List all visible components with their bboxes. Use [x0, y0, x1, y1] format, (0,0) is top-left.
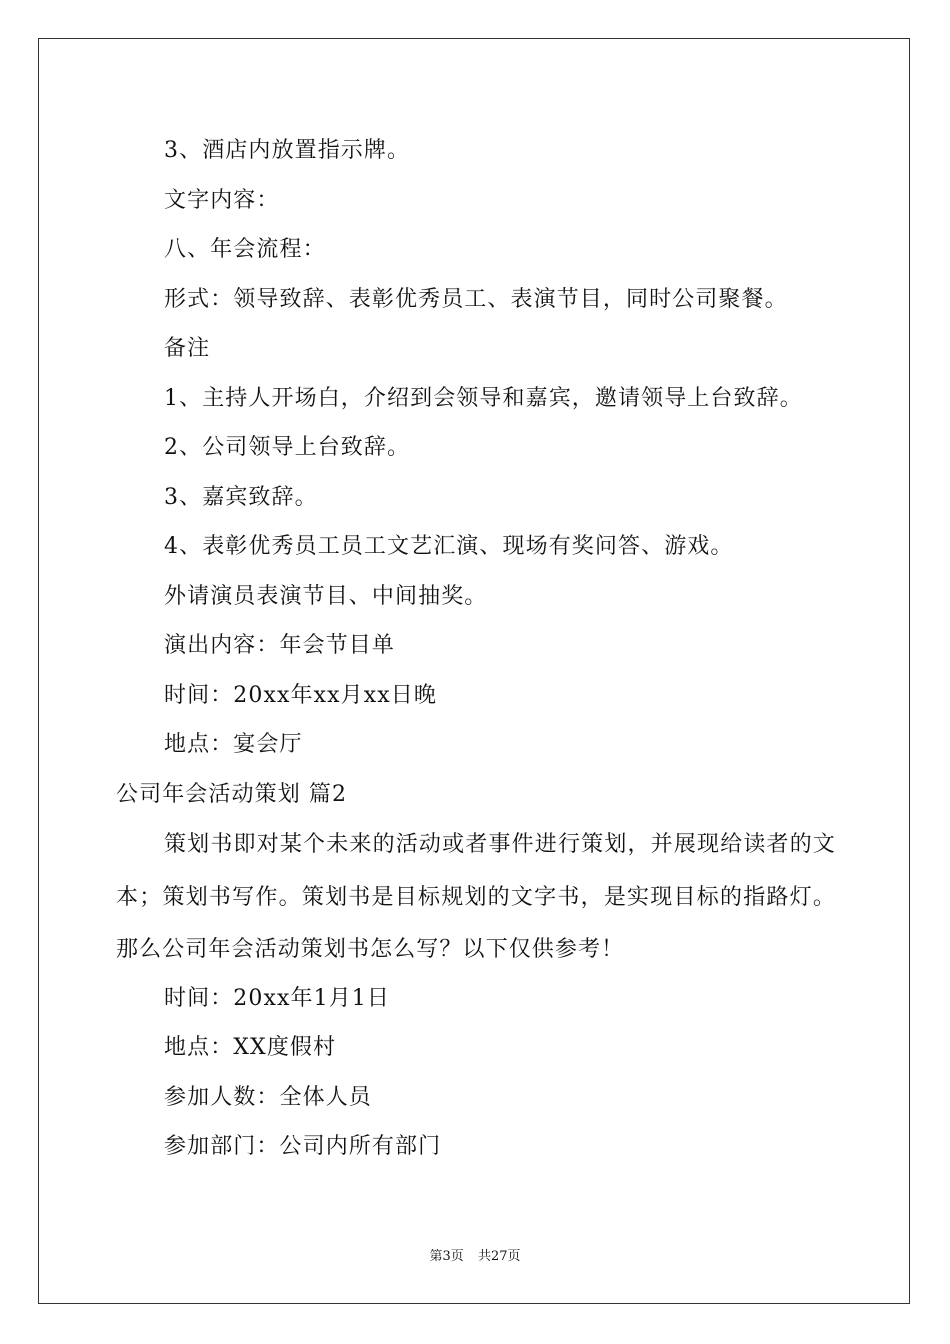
detail-line: 地点：XX度假村 — [164, 1035, 337, 1060]
text-line: 外请演员表演节目、中间抽奖。 — [164, 583, 488, 609]
text-line: 4、表彰优秀员工员工文艺汇演、现场有奖问答、游戏。 — [164, 534, 734, 559]
page-footer — [0, 1245, 950, 1264]
page-total: 共27页 — [477, 1249, 521, 1264]
text-line: 3、酒店内放置指示牌。 — [164, 138, 411, 163]
text-line: 时间：20xx年xx月xx日晚 — [164, 682, 437, 708]
text-line: 3、嘉宾致辞。 — [164, 484, 318, 510]
text-line: 形式：领导致辞、表彰优秀员工、表演节目，同时公司聚餐。 — [164, 286, 788, 312]
detail-line: 时间：20xx年1月1日 — [164, 985, 391, 1011]
text-line: 演出内容：年会节目单 — [164, 633, 396, 658]
document-body — [116, 126, 836, 1172]
text-line: 1、主持人开场白，介绍到会领导和嘉宾，邀请领导上台致辞。 — [164, 385, 803, 411]
text-line: 文字内容： — [164, 187, 280, 213]
detail-line: 参加部门：公司内所有部门 — [164, 1134, 442, 1159]
intro-paragraph: 策划书即对某个未来的活动或者事件进行策划，并展现给读者的文本；策划书写作。策划书是目标规划的文字书，是实现目标的指路灯。那么公司年会活动策划书怎么写？以下仅供参考！ — [116, 832, 836, 962]
page-number: 第3页 — [429, 1249, 464, 1264]
text-line: 2、公司领导上台致辞。 — [164, 435, 411, 460]
text-line: 八、年会流程： — [164, 237, 326, 262]
section-heading: 公司年会活动策划 篇2 — [116, 781, 348, 807]
text-line: 地点：宴会厅 — [164, 732, 303, 757]
text-line: 备注 — [164, 336, 211, 361]
detail-line: 参加人数：全体人员 — [164, 1084, 372, 1110]
